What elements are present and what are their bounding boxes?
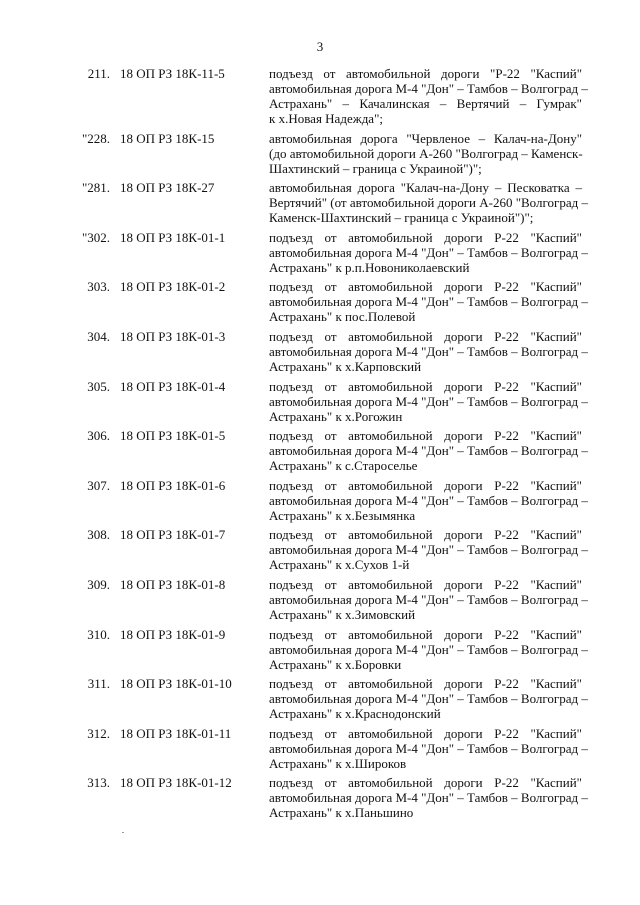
description-line: (до автомобильной дороги А-260 "Волгоград – Каменск-: [269, 145, 583, 161]
road-code: 18 ОП РЗ 18К-01-3: [120, 328, 226, 344]
road-description: [269, 725, 588, 771]
entry-number: 310.: [87, 626, 110, 642]
description-line: Астрахань" к х.Безымянка: [269, 507, 416, 523]
entry-number: "228.: [81, 130, 110, 146]
description-line: подъезд от автомобильной дороги Р-22 "Каспий": [269, 477, 582, 493]
description-line: Каменск-Шахтинский – граница с Украиной")";: [269, 210, 534, 226]
page-number: 3: [316, 39, 324, 54]
description-line: автомобильная дорога М-4 "Дон" – Тамбов – Волгоград –: [269, 740, 588, 756]
list-item: [0, 180, 640, 225]
description-line: Астрахань" к х.Паньшино: [269, 805, 414, 821]
entry-number: 306.: [87, 428, 110, 444]
road-code: 18 ОП РЗ 18К-11-5: [120, 66, 225, 81]
road-description: [269, 477, 588, 523]
road-code: 18 ОП РЗ 18К-01-4: [120, 378, 226, 394]
scan-speck: [122, 832, 124, 833]
road-code: 18 ОП РЗ 18К-01-1: [120, 229, 226, 245]
road-description: [269, 279, 588, 325]
entry-number: 211.: [87, 66, 110, 81]
road-code: 18 ОП РЗ 18К-01-8: [120, 576, 226, 592]
road-code: 18 ОП РЗ 18К-01-6: [120, 477, 226, 493]
description-line: автомобильная дорога М-4 "Дон" – Тамбов – Волгоград –: [269, 294, 588, 310]
description-line: автомобильная дорога М-4 "Дон" – Тамбов – Волгоград –: [269, 393, 588, 409]
road-description: [269, 229, 588, 275]
entry-number: 304.: [87, 328, 110, 344]
description-line: автомобильная дорога "Калач-на-Дону – Песковатка –: [269, 180, 582, 196]
road-code: 18 ОП РЗ 18К-01-11: [120, 725, 232, 741]
road-description: [269, 328, 588, 374]
list-item: [0, 66, 640, 126]
description-line: подъезд от автомобильной дороги Р-22 "Каспий": [269, 279, 582, 295]
entry-number: 312.: [87, 725, 110, 741]
entry-number: 311.: [87, 676, 110, 692]
entry-number: 307.: [87, 477, 110, 493]
description-line: Астрахань" – Качалинская – Вертячий – Гумрак": [269, 96, 582, 111]
description-line: автомобильная дорога М-4 "Дон" – Тамбов – Волгоград –: [269, 591, 588, 607]
list-item: [0, 527, 640, 572]
description-line: подъезд от автомобильной дороги Р-22 "Каспий": [269, 775, 582, 791]
list-item: [0, 131, 640, 176]
description-line: автомобильная дорога М-4 "Дон" – Тамбов – Волгоград –: [269, 244, 588, 260]
description-line: подъезд от автомобильной дороги "Р-22 "Каспий": [269, 66, 582, 81]
description-line: автомобильная дорога М-4 "Дон" – Тамбов – Волгоград –: [269, 691, 588, 707]
description-line: автомобильная дорога М-4 "Дон" – Тамбов – Волгоград –: [269, 492, 588, 508]
road-description: [269, 775, 588, 821]
description-line: к х.Новая Надежда";: [269, 111, 383, 126]
description-line: Астрахань" к х.Широков: [269, 755, 407, 771]
description-line: подъезд от автомобильной дороги Р-22 "Каспий": [269, 428, 582, 444]
description-line: автомобильная дорога М-4 "Дон" – Тамбов – Волгоград –: [269, 343, 588, 359]
description-line: подъезд от автомобильной дороги Р-22 "Каспий": [269, 527, 582, 543]
road-description: [269, 66, 588, 126]
description-line: Шахтинский – граница с Украиной")";: [269, 160, 482, 176]
description-line: подъезд от автомобильной дороги Р-22 "Каспий": [269, 229, 582, 245]
road-code: 18 ОП РЗ 18К-01-12: [120, 775, 232, 791]
road-list: [0, 66, 640, 825]
list-item: [0, 428, 640, 473]
description-line: подъезд от автомобильной дороги Р-22 "Каспий": [269, 378, 582, 394]
description-line: автомобильная дорога М-4 "Дон" – Тамбов – Волгоград –: [269, 81, 588, 96]
road-code: 18 ОП РЗ 18К-15: [120, 130, 215, 146]
road-code: 18 ОП РЗ 18К-01-2: [120, 279, 226, 295]
description-line: Астрахань" к пос.Полевой: [269, 309, 416, 325]
entry-number: 308.: [87, 527, 110, 543]
road-code: 18 ОП РЗ 18К-01-10: [120, 676, 232, 692]
list-item: [0, 627, 640, 672]
description-line: Астрахань" к р.п.Новониколаевский: [269, 259, 470, 275]
road-description: [269, 378, 588, 424]
list-item: [0, 279, 640, 324]
entry-number: 305.: [87, 378, 110, 394]
road-description: [269, 428, 588, 474]
description-line: Астрахань" к х.Краснодонский: [269, 706, 441, 722]
description-line: подъезд от автомобильной дороги Р-22 "Каспий": [269, 576, 582, 592]
description-line: автомобильная дорога "Червленое – Калач-на-Дону": [269, 130, 582, 146]
entry-number: 309.: [87, 576, 110, 592]
description-line: автомобильная дорога М-4 "Дон" – Тамбов – Волгоград –: [269, 443, 588, 459]
list-item: [0, 329, 640, 374]
road-description: [269, 527, 588, 573]
list-item: [0, 478, 640, 523]
list-item: [0, 775, 640, 820]
road-code: 18 ОП РЗ 18К-01-7: [120, 527, 226, 543]
description-line: Вертячий" (от автомобильной дороги А-260 "Волгоград –: [269, 195, 588, 211]
description-line: подъезд от автомобильной дороги Р-22 "Каспий": [269, 328, 582, 344]
list-item: [0, 726, 640, 771]
road-description: [269, 131, 582, 176]
road-description: [269, 626, 588, 672]
road-code: 18 ОП РЗ 18К-27: [120, 180, 215, 196]
list-item: [0, 379, 640, 424]
road-description: [269, 576, 588, 622]
road-description: [269, 676, 588, 722]
list-item: [0, 230, 640, 275]
road-code: 18 ОП РЗ 18К-01-5: [120, 428, 226, 444]
road-code: 18 ОП РЗ 18К-01-9: [120, 626, 226, 642]
description-line: Астрахань" к х.Рогожин: [269, 408, 403, 424]
description-line: автомобильная дорога М-4 "Дон" – Тамбов – Волгоград –: [269, 790, 588, 806]
description-line: автомобильная дорога М-4 "Дон" – Тамбов – Волгоград –: [269, 542, 588, 558]
description-line: подъезд от автомобильной дороги Р-22 "Каспий": [269, 676, 582, 692]
road-description: [269, 180, 588, 226]
description-line: подъезд от автомобильной дороги Р-22 "Каспий": [269, 725, 582, 741]
list-item: [0, 577, 640, 622]
entry-number: "281.: [81, 180, 110, 196]
list-item: [0, 676, 640, 721]
entry-number: 303.: [87, 279, 110, 295]
description-line: Астрахань" к х.Сухов 1-й: [269, 557, 410, 573]
entry-number: "302.: [81, 229, 110, 245]
entry-number: 313.: [87, 775, 110, 791]
description-line: Астрахань" к х.Зимовский: [269, 606, 416, 622]
description-line: Астрахань" к х.Карповский: [269, 358, 422, 374]
description-line: Астрахань" к х.Боровки: [269, 656, 402, 672]
description-line: подъезд от автомобильной дороги Р-22 "Каспий": [269, 626, 582, 642]
description-line: Астрахань" к с.Староселье: [269, 458, 418, 474]
description-line: автомобильная дорога М-4 "Дон" – Тамбов – Волгоград –: [269, 641, 588, 657]
